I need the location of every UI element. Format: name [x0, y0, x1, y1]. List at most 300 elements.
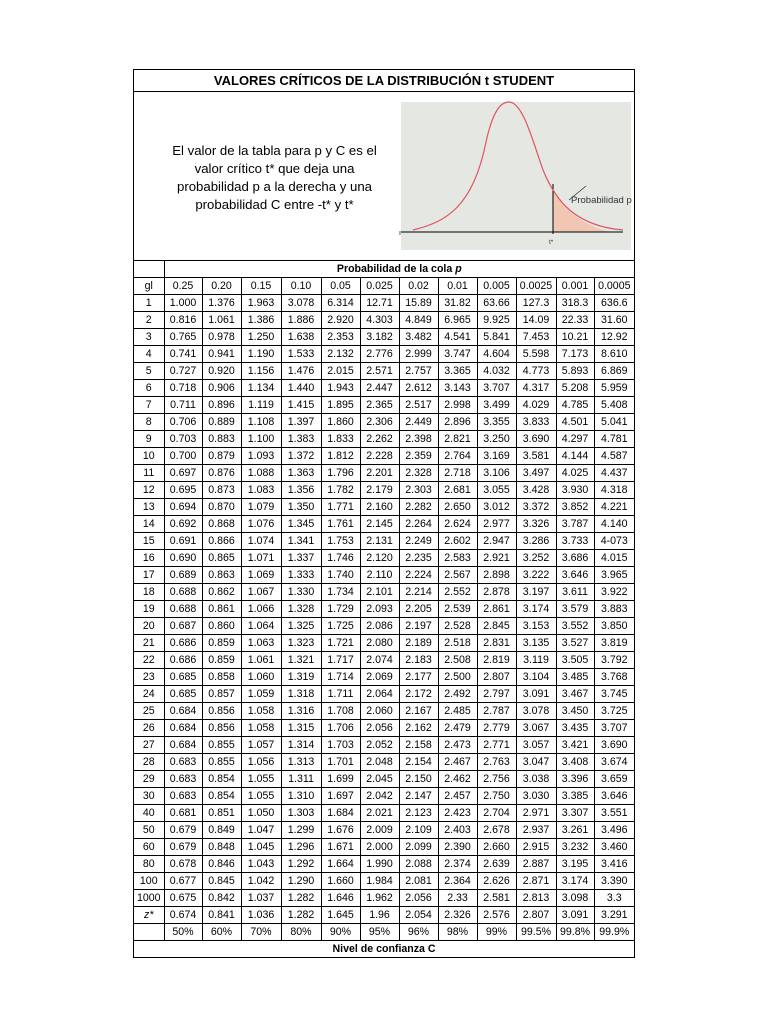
critical-value-cell: 0.856	[202, 720, 241, 737]
critical-value-cell: 1.330	[281, 584, 321, 601]
confidence-level-cell: 99%	[477, 924, 516, 941]
critical-value-cell: 0.855	[202, 754, 241, 771]
critical-value-cell: 3.252	[516, 550, 556, 567]
critical-value-cell: 1.303	[281, 805, 321, 822]
critical-value-cell: 1.646	[321, 890, 360, 907]
critical-value-cell: 2.398	[399, 431, 438, 448]
critical-value-cell: 1.376	[202, 295, 241, 312]
critical-value-cell: 2.757	[399, 363, 438, 380]
critical-value-cell: 1.318	[281, 686, 321, 703]
degrees-of-freedom-cell: 21	[134, 635, 164, 652]
critical-value-cell: 2.576	[477, 907, 516, 924]
critical-value-cell: 2.999	[399, 346, 438, 363]
critical-value-cell: 1.714	[321, 669, 360, 686]
confidence-level-row	[134, 924, 634, 941]
degrees-of-freedom-cell: 10	[134, 448, 164, 465]
critical-value-cell: 0.846	[202, 856, 241, 873]
critical-value-cell: 1.108	[241, 414, 281, 431]
critical-value-cell: 1.415	[281, 397, 321, 414]
critical-value-cell: 2.160	[360, 499, 399, 516]
confidence-spacer-cell	[134, 924, 164, 941]
critical-value-cell: 2.626	[477, 873, 516, 890]
critical-value-cell: 2.123	[399, 805, 438, 822]
critical-value-cell: 2.660	[477, 839, 516, 856]
critical-value-cell: 0.857	[202, 686, 241, 703]
critical-value-cell: 0.845	[202, 873, 241, 890]
critical-value-cell: 2.110	[360, 567, 399, 584]
critical-value-cell: 3.435	[556, 720, 594, 737]
critical-value-cell: 3.143	[438, 380, 477, 397]
critical-value-cell: 3.250	[477, 431, 516, 448]
critical-value-cell: 1.963	[241, 295, 281, 312]
critical-value-cell: 1.319	[281, 669, 321, 686]
critical-value-cell: 3.197	[516, 584, 556, 601]
critical-value-cell: 3.261	[556, 822, 594, 839]
critical-value-cell: 0.862	[202, 584, 241, 601]
critical-value-cell: 2.571	[360, 363, 399, 380]
critical-value-cell: 1.079	[241, 499, 281, 516]
critical-value-cell: 5.041	[594, 414, 634, 431]
confidence-level-cell: 60%	[202, 924, 241, 941]
critical-value-cell: 2.583	[438, 550, 477, 567]
critical-value-cell: 1.042	[241, 873, 281, 890]
confidence-level-cell: 99.8%	[556, 924, 594, 941]
critical-value-cell: 1.047	[241, 822, 281, 839]
critical-value-cell: 0.685	[164, 686, 202, 703]
critical-value-cell: 3.416	[594, 856, 634, 873]
critical-value-cell: 3.091	[516, 686, 556, 703]
table-row	[134, 329, 634, 346]
critical-value-cell: 2.162	[399, 720, 438, 737]
critical-value-cell: 1.059	[241, 686, 281, 703]
tail-probability-header-cell: 0.005	[477, 278, 516, 295]
critical-value-cell: 0.889	[202, 414, 241, 431]
table-body	[134, 261, 634, 957]
degrees-of-freedom-cell: 5	[134, 363, 164, 380]
critical-value-cell: 0.896	[202, 397, 241, 414]
critical-value-cell: 2.898	[477, 567, 516, 584]
critical-value-cell: 0.851	[202, 805, 241, 822]
critical-value-cell: 2.813	[516, 890, 556, 907]
critical-value-cell: 3.365	[438, 363, 477, 380]
critical-value-cell: 31.60	[594, 312, 634, 329]
critical-value-cell: 4.317	[516, 380, 556, 397]
critical-value-cell: 0.678	[164, 856, 202, 873]
critical-value-cell: 2.821	[438, 431, 477, 448]
critical-value-cell: 1.000	[164, 295, 202, 312]
critical-value-cell: 1.725	[321, 618, 360, 635]
critical-value-cell: 1.771	[321, 499, 360, 516]
critical-value-cell: 3.485	[556, 669, 594, 686]
table-row	[134, 907, 634, 924]
critical-value-cell: 1.984	[360, 873, 399, 890]
critical-value-cell: 1.699	[321, 771, 360, 788]
critical-value-cell: 0.842	[202, 890, 241, 907]
left-axis-tick: ı	[399, 230, 401, 237]
critical-value-cell: 2.447	[360, 380, 399, 397]
critical-value-cell: 2.064	[360, 686, 399, 703]
intro-text: El valor de la tabla para p y C es el valor crítico t* que deja una probabilidad p a la derecha y una probabilidad C entre -t* y t*	[172, 143, 377, 212]
critical-value-cell: 3.222	[516, 567, 556, 584]
critical-value-cell: 2.249	[399, 533, 438, 550]
critical-value-cell: 2.971	[516, 805, 556, 822]
critical-values-table	[134, 261, 634, 957]
critical-value-cell: 1.296	[281, 839, 321, 856]
critical-value-cell: 2.228	[360, 448, 399, 465]
table-row	[134, 516, 634, 533]
critical-value-cell: 2.479	[438, 720, 477, 737]
critical-value-cell: 2.467	[438, 754, 477, 771]
critical-value-cell: 1.701	[321, 754, 360, 771]
critical-value-cell: 2.887	[516, 856, 556, 873]
table-row	[134, 431, 634, 448]
critical-value-cell: 4.437	[594, 465, 634, 482]
critical-value-cell: 2.500	[438, 669, 477, 686]
critical-value-cell: 0.689	[164, 567, 202, 584]
critical-value-cell: 2.172	[399, 686, 438, 703]
critical-value-cell: 4-073	[594, 533, 634, 550]
degrees-of-freedom-cell: 24	[134, 686, 164, 703]
critical-value-cell: 3.091	[556, 907, 594, 924]
critical-value-cell: 636.6	[594, 295, 634, 312]
critical-value-cell: 0.865	[202, 550, 241, 567]
critical-value-cell: 0.706	[164, 414, 202, 431]
critical-value-cell: 2.145	[360, 516, 399, 533]
critical-value-cell: 3.174	[556, 873, 594, 890]
confidence-level-cell: 95%	[360, 924, 399, 941]
critical-value-cell: 2.612	[399, 380, 438, 397]
critical-value-cell: 2.750	[477, 788, 516, 805]
critical-value-cell: 2.086	[360, 618, 399, 635]
table-row	[134, 771, 634, 788]
critical-value-cell: 3.499	[477, 397, 516, 414]
critical-value-cell: 2.374	[438, 856, 477, 873]
critical-value-cell: 3.747	[438, 346, 477, 363]
critical-value-cell: 3.106	[477, 465, 516, 482]
critical-value-cell: 63.66	[477, 295, 516, 312]
degrees-of-freedom-cell: 28	[134, 754, 164, 771]
critical-value-cell: 4.785	[556, 397, 594, 414]
critical-value-cell: 12.92	[594, 329, 634, 346]
critical-value-cell: 3.497	[516, 465, 556, 482]
band-header-text: Probabilidad de la cola	[336, 263, 453, 275]
critical-value-cell: 4.318	[594, 482, 634, 499]
critical-value-cell: 0.683	[164, 788, 202, 805]
critical-value-cell: 5.841	[477, 329, 516, 346]
critical-value-cell: 3.078	[516, 703, 556, 720]
critical-value-cell: 3.182	[360, 329, 399, 346]
critical-value-cell: 2.33	[438, 890, 477, 907]
critical-value-cell: 0.688	[164, 601, 202, 618]
critical-value-cell: 3.686	[556, 550, 594, 567]
critical-value-cell: 2.921	[477, 550, 516, 567]
critical-value-cell: 2.088	[399, 856, 438, 873]
tail-probability-header-cell: 0.10	[281, 278, 321, 295]
critical-value-cell: 1.383	[281, 431, 321, 448]
critical-value-cell: 3.768	[594, 669, 634, 686]
critical-value-cell: 1.063	[241, 635, 281, 652]
critical-value-cell: 3.450	[556, 703, 594, 720]
critical-value-cell: 2.403	[438, 822, 477, 839]
critical-value-cell: 4.604	[477, 346, 516, 363]
critical-value-cell: 1.093	[241, 448, 281, 465]
critical-value-cell: 2.947	[477, 533, 516, 550]
critical-value-cell: 2.718	[438, 465, 477, 482]
critical-value-cell: 0.684	[164, 720, 202, 737]
degrees-of-freedom-cell: 18	[134, 584, 164, 601]
critical-value-cell: 0.978	[202, 329, 241, 346]
degrees-of-freedom-cell: 15	[134, 533, 164, 550]
critical-value-cell: 3.930	[556, 482, 594, 499]
degrees-of-freedom-cell: 11	[134, 465, 164, 482]
critical-value-cell: 2.147	[399, 788, 438, 805]
critical-value-cell: 5.893	[556, 363, 594, 380]
critical-value-cell: 3.385	[556, 788, 594, 805]
degrees-of-freedom-cell: 4	[134, 346, 164, 363]
degrees-of-freedom-cell: 100	[134, 873, 164, 890]
critical-value-cell: 2.060	[360, 703, 399, 720]
critical-value-cell: 0.679	[164, 839, 202, 856]
critical-value-cell: 1.345	[281, 516, 321, 533]
critical-value-cell: 1.341	[281, 533, 321, 550]
critical-value-cell: 3.611	[556, 584, 594, 601]
critical-value-cell: 0.675	[164, 890, 202, 907]
critical-value-cell: 0.727	[164, 363, 202, 380]
critical-value-cell: 2.262	[360, 431, 399, 448]
critical-value-cell: 2.224	[399, 567, 438, 584]
t-distribution-graph	[401, 102, 631, 250]
critical-value-cell: 3.833	[516, 414, 556, 431]
critical-value-cell: 2.081	[399, 873, 438, 890]
critical-value-cell: 4.144	[556, 448, 594, 465]
critical-value-cell: 3.291	[594, 907, 634, 924]
critical-value-cell: 1.96	[360, 907, 399, 924]
critical-value-cell: 1.703	[321, 737, 360, 754]
t-star-marker: t*	[549, 239, 554, 246]
critical-value-cell: 2.650	[438, 499, 477, 516]
degrees-of-freedom-cell: 9	[134, 431, 164, 448]
degrees-of-freedom-cell: 50	[134, 822, 164, 839]
table-row	[134, 890, 634, 907]
critical-value-cell: 4.849	[399, 312, 438, 329]
critical-value-cell: 3.883	[594, 601, 634, 618]
critical-value-cell: 3.3	[594, 890, 634, 907]
critical-value-cell: 1.325	[281, 618, 321, 635]
critical-value-cell: 3.135	[516, 635, 556, 652]
critical-value-cell: 4.781	[594, 431, 634, 448]
critical-value-cell: 1.761	[321, 516, 360, 533]
critical-value-cell: 1.055	[241, 771, 281, 788]
critical-value-cell: 1.282	[281, 890, 321, 907]
critical-value-cell: 0.856	[202, 703, 241, 720]
critical-value-cell: 1.056	[241, 754, 281, 771]
tail-probability-header-cell: 0.05	[321, 278, 360, 295]
critical-value-cell: 0.849	[202, 822, 241, 839]
degrees-of-freedom-cell: z*	[134, 907, 164, 924]
table-row	[134, 686, 634, 703]
critical-value-cell: 2.508	[438, 652, 477, 669]
table-row	[134, 414, 634, 431]
gl-header-cell: gl	[134, 278, 164, 295]
critical-value-cell: 4.501	[556, 414, 594, 431]
critical-value-cell: 2.101	[360, 584, 399, 601]
critical-value-cell: 1.314	[281, 737, 321, 754]
critical-value-cell: 0.741	[164, 346, 202, 363]
critical-value-cell: 2.282	[399, 499, 438, 516]
critical-value-cell: 3.787	[556, 516, 594, 533]
critical-value-cell: 1.323	[281, 635, 321, 652]
critical-value-cell: 2.131	[360, 533, 399, 550]
critical-value-cell: 4.541	[438, 329, 477, 346]
critical-value-cell: 2.797	[477, 686, 516, 703]
table-row	[134, 533, 634, 550]
table-row	[134, 499, 634, 516]
critical-value-cell: 0.863	[202, 567, 241, 584]
tail-probability-header-cell: 0.0005	[594, 278, 634, 295]
critical-value-cell: 2.197	[399, 618, 438, 635]
critical-value-cell: 2.457	[438, 788, 477, 805]
critical-value-cell: 15.89	[399, 295, 438, 312]
tail-probability-header-row	[134, 278, 634, 295]
critical-value-cell: 2.099	[399, 839, 438, 856]
critical-value-cell: 1.533	[281, 346, 321, 363]
critical-value-cell: 6.314	[321, 295, 360, 312]
critical-value-cell: 0.841	[202, 907, 241, 924]
critical-value-cell: 0.703	[164, 431, 202, 448]
critical-value-cell: 2.787	[477, 703, 516, 720]
tail-probability-header-cell: 0.001	[556, 278, 594, 295]
degrees-of-freedom-cell: 25	[134, 703, 164, 720]
critical-value-cell: 0.870	[202, 499, 241, 516]
degrees-of-freedom-cell: 19	[134, 601, 164, 618]
degrees-of-freedom-cell: 30	[134, 788, 164, 805]
tail-probability-header-cell: 0.025	[360, 278, 399, 295]
critical-value-cell: 2.150	[399, 771, 438, 788]
critical-value-cell: 2.132	[321, 346, 360, 363]
critical-value-cell: 3.581	[516, 448, 556, 465]
critical-value-cell: 0.941	[202, 346, 241, 363]
critical-value-cell: 3.232	[556, 839, 594, 856]
critical-value-cell: 2.845	[477, 618, 516, 635]
critical-value-cell: 2.167	[399, 703, 438, 720]
critical-value-cell: 0.859	[202, 652, 241, 669]
critical-value-cell: 2.998	[438, 397, 477, 414]
critical-value-cell: 2.920	[321, 312, 360, 329]
critical-value-cell: 0.700	[164, 448, 202, 465]
critical-value-cell: 318.3	[556, 295, 594, 312]
critical-value-cell: 2.056	[360, 720, 399, 737]
critical-value-cell: 1.671	[321, 839, 360, 856]
critical-value-cell: 2.045	[360, 771, 399, 788]
critical-value-cell: 3.725	[594, 703, 634, 720]
critical-value-cell: 1.860	[321, 414, 360, 431]
critical-value-cell: 0.683	[164, 754, 202, 771]
critical-value-cell: 1.311	[281, 771, 321, 788]
critical-value-cell: 1.734	[321, 584, 360, 601]
critical-value-cell: 2.264	[399, 516, 438, 533]
critical-value-cell: 2.069	[360, 669, 399, 686]
table-row	[134, 601, 634, 618]
critical-value-cell: 2.807	[477, 669, 516, 686]
critical-value-cell: 1.045	[241, 839, 281, 856]
critical-value-cell: 22.33	[556, 312, 594, 329]
critical-value-cell: 0.816	[164, 312, 202, 329]
critical-value-cell: 2.009	[360, 822, 399, 839]
critical-value-cell: 1.333	[281, 567, 321, 584]
critical-value-cell: 1.753	[321, 533, 360, 550]
critical-value-cell: 0.677	[164, 873, 202, 890]
critical-value-cell: 3.659	[594, 771, 634, 788]
critical-value-cell: 3.922	[594, 584, 634, 601]
critical-value-cell: 1.943	[321, 380, 360, 397]
critical-value-cell: 1.717	[321, 652, 360, 669]
critical-value-cell: 3.690	[594, 737, 634, 754]
critical-value-cell: 2.639	[477, 856, 516, 873]
critical-value-cell: 3.326	[516, 516, 556, 533]
critical-value-cell: 2.517	[399, 397, 438, 414]
critical-value-cell: 3.396	[556, 771, 594, 788]
critical-value-cell: 2.871	[516, 873, 556, 890]
critical-value-cell: 2.154	[399, 754, 438, 771]
critical-value-cell: 3.355	[477, 414, 516, 431]
tail-probability-header-cell: 0.02	[399, 278, 438, 295]
critical-value-cell: 2.581	[477, 890, 516, 907]
table-row	[134, 822, 634, 839]
critical-value-cell: 4.773	[516, 363, 556, 380]
critical-value-cell: 3.552	[556, 618, 594, 635]
critical-value-cell: 2.120	[360, 550, 399, 567]
critical-value-cell: 2.485	[438, 703, 477, 720]
critical-value-cell: 1.058	[241, 703, 281, 720]
degrees-of-freedom-cell: 16	[134, 550, 164, 567]
critical-value-cell: 1.060	[241, 669, 281, 686]
critical-value-cell: 0.920	[202, 363, 241, 380]
critical-value-cell: 3.174	[516, 601, 556, 618]
table-row	[134, 397, 634, 414]
table-row	[134, 669, 634, 686]
critical-value-cell: 0.906	[202, 380, 241, 397]
critical-value-cell: 4.303	[360, 312, 399, 329]
critical-value-cell: 3.104	[516, 669, 556, 686]
critical-value-cell: 1.796	[321, 465, 360, 482]
critical-value-cell: 1.037	[241, 890, 281, 907]
critical-value-cell: 0.684	[164, 703, 202, 720]
critical-value-cell: 3.792	[594, 652, 634, 669]
critical-value-cell: 2.390	[438, 839, 477, 856]
critical-value-cell: 0.854	[202, 788, 241, 805]
critical-value-cell: 4.587	[594, 448, 634, 465]
critical-value-cell: 2.177	[399, 669, 438, 686]
critical-value-cell: 1.083	[241, 482, 281, 499]
critical-value-cell: 1.337	[281, 550, 321, 567]
critical-value-cell: 1.067	[241, 584, 281, 601]
critical-value-cell: 1.071	[241, 550, 281, 567]
critical-value-cell: 1.708	[321, 703, 360, 720]
critical-value-cell: 0.692	[164, 516, 202, 533]
table-row	[134, 720, 634, 737]
critical-value-cell: 2.158	[399, 737, 438, 754]
critical-value-cell: 1.711	[321, 686, 360, 703]
critical-value-cell: 3.707	[477, 380, 516, 397]
critical-value-cell: 3.153	[516, 618, 556, 635]
critical-value-cell: 2.449	[399, 414, 438, 431]
degrees-of-freedom-cell: 40	[134, 805, 164, 822]
tail-probability-header-cell: 0.0025	[516, 278, 556, 295]
critical-value-cell: 2.937	[516, 822, 556, 839]
critical-value-cell: 1.316	[281, 703, 321, 720]
critical-value-cell: 2.109	[399, 822, 438, 839]
degrees-of-freedom-cell: 8	[134, 414, 164, 431]
